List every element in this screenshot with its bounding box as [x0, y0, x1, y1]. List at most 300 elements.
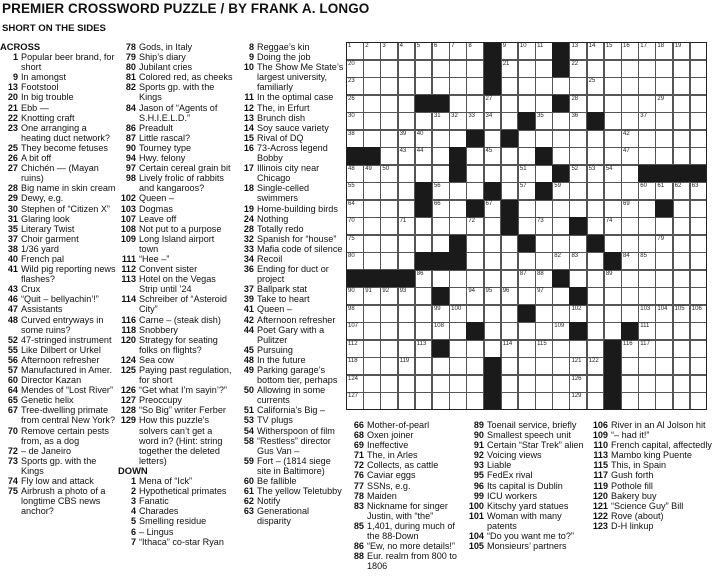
- grid-cell[interactable]: [621, 130, 639, 148]
- grid-cell[interactable]: [518, 357, 536, 375]
- grid-cell[interactable]: [518, 147, 536, 165]
- grid-cell[interactable]: [621, 252, 639, 270]
- grid-cell[interactable]: [655, 252, 673, 270]
- grid-cell[interactable]: [380, 322, 398, 340]
- grid-cell[interactable]: [432, 130, 450, 148]
- grid-cell[interactable]: [449, 182, 467, 200]
- grid-cell[interactable]: [449, 60, 467, 78]
- grid-cell[interactable]: [604, 287, 622, 305]
- grid-cell[interactable]: [449, 217, 467, 235]
- grid-cell[interactable]: [346, 357, 364, 375]
- grid-cell[interactable]: [535, 217, 553, 235]
- grid-cell[interactable]: [604, 147, 622, 165]
- grid-cell[interactable]: [587, 200, 605, 218]
- grid-cell[interactable]: [638, 235, 656, 253]
- grid-cell[interactable]: [398, 252, 416, 270]
- grid-cell[interactable]: [518, 252, 536, 270]
- grid-cell[interactable]: [501, 252, 519, 270]
- grid-cell[interactable]: [346, 200, 364, 218]
- grid-cell[interactable]: [346, 235, 364, 253]
- grid-cell[interactable]: [690, 42, 708, 60]
- grid-cell[interactable]: [415, 165, 433, 183]
- grid-cell[interactable]: [552, 235, 570, 253]
- grid-cell[interactable]: [655, 357, 673, 375]
- grid-cell[interactable]: [655, 77, 673, 95]
- grid-cell[interactable]: [363, 287, 381, 305]
- grid-cell[interactable]: [673, 322, 691, 340]
- grid-cell[interactable]: [363, 322, 381, 340]
- grid-cell[interactable]: [518, 287, 536, 305]
- grid-cell[interactable]: [432, 375, 450, 393]
- grid-cell[interactable]: [587, 95, 605, 113]
- grid-cell[interactable]: [604, 42, 622, 60]
- grid-cell[interactable]: [587, 375, 605, 393]
- grid-cell[interactable]: [552, 217, 570, 235]
- grid-cell[interactable]: [587, 357, 605, 375]
- grid-cell[interactable]: [655, 60, 673, 78]
- grid-cell[interactable]: [398, 392, 416, 410]
- grid-cell[interactable]: [638, 357, 656, 375]
- grid-cell[interactable]: [346, 305, 364, 323]
- grid-cell[interactable]: [518, 375, 536, 393]
- grid-cell[interactable]: [621, 60, 639, 78]
- grid-cell[interactable]: [346, 77, 364, 95]
- grid-cell[interactable]: [604, 322, 622, 340]
- grid-cell[interactable]: [621, 270, 639, 288]
- grid-cell[interactable]: [415, 322, 433, 340]
- grid-cell[interactable]: [380, 77, 398, 95]
- grid-cell[interactable]: [655, 287, 673, 305]
- grid-cell[interactable]: [690, 287, 708, 305]
- grid-cell[interactable]: [380, 200, 398, 218]
- grid-cell[interactable]: [569, 60, 587, 78]
- grid-cell[interactable]: [466, 60, 484, 78]
- grid-cell[interactable]: [587, 182, 605, 200]
- grid-cell[interactable]: [380, 340, 398, 358]
- grid-cell[interactable]: [621, 217, 639, 235]
- grid-cell[interactable]: [449, 95, 467, 113]
- grid-cell[interactable]: [432, 270, 450, 288]
- grid-cell[interactable]: [380, 305, 398, 323]
- grid-cell[interactable]: [466, 340, 484, 358]
- grid-cell[interactable]: [518, 182, 536, 200]
- grid-cell[interactable]: [415, 77, 433, 95]
- grid-cell[interactable]: [638, 287, 656, 305]
- grid-cell[interactable]: [587, 287, 605, 305]
- grid-cell[interactable]: [535, 287, 553, 305]
- grid-cell[interactable]: [484, 340, 502, 358]
- grid-cell[interactable]: [569, 42, 587, 60]
- grid-cell[interactable]: [432, 235, 450, 253]
- grid-cell[interactable]: [535, 130, 553, 148]
- grid-cell[interactable]: [449, 130, 467, 148]
- grid-cell[interactable]: [415, 340, 433, 358]
- grid-cell[interactable]: [518, 95, 536, 113]
- grid-cell[interactable]: [398, 375, 416, 393]
- grid-cell[interactable]: [552, 322, 570, 340]
- grid-cell[interactable]: [380, 60, 398, 78]
- grid-cell[interactable]: [604, 77, 622, 95]
- grid-cell[interactable]: [604, 200, 622, 218]
- grid-cell[interactable]: [501, 392, 519, 410]
- grid-cell[interactable]: [621, 147, 639, 165]
- grid-cell[interactable]: [552, 375, 570, 393]
- grid-cell[interactable]: [484, 112, 502, 130]
- grid-cell[interactable]: [398, 95, 416, 113]
- grid-cell[interactable]: [655, 182, 673, 200]
- grid-cell[interactable]: [535, 375, 553, 393]
- grid-cell[interactable]: [518, 130, 536, 148]
- grid-cell[interactable]: [346, 42, 364, 60]
- grid-cell[interactable]: [363, 392, 381, 410]
- grid-cell[interactable]: [518, 270, 536, 288]
- grid-cell[interactable]: [363, 340, 381, 358]
- grid-cell[interactable]: [484, 165, 502, 183]
- grid-cell[interactable]: [535, 95, 553, 113]
- grid-cell[interactable]: [415, 42, 433, 60]
- grid-cell[interactable]: [501, 182, 519, 200]
- grid-cell[interactable]: [484, 287, 502, 305]
- grid-cell[interactable]: [346, 287, 364, 305]
- grid-cell[interactable]: [690, 130, 708, 148]
- grid-cell[interactable]: [398, 182, 416, 200]
- grid-cell[interactable]: [535, 165, 553, 183]
- grid-cell[interactable]: [604, 165, 622, 183]
- grid-cell[interactable]: [604, 305, 622, 323]
- grid-cell[interactable]: [552, 182, 570, 200]
- grid-cell[interactable]: [655, 305, 673, 323]
- grid-cell[interactable]: [380, 235, 398, 253]
- grid-cell[interactable]: [415, 235, 433, 253]
- grid-cell[interactable]: [346, 182, 364, 200]
- grid-cell[interactable]: [621, 112, 639, 130]
- grid-cell[interactable]: [484, 95, 502, 113]
- grid-cell[interactable]: [638, 182, 656, 200]
- grid-cell[interactable]: [363, 375, 381, 393]
- grid-cell[interactable]: [346, 322, 364, 340]
- grid-cell[interactable]: [587, 77, 605, 95]
- grid-cell[interactable]: [449, 287, 467, 305]
- grid-cell[interactable]: [655, 147, 673, 165]
- grid-cell[interactable]: [552, 357, 570, 375]
- grid-cell[interactable]: [398, 147, 416, 165]
- grid-cell[interactable]: [638, 270, 656, 288]
- grid-cell[interactable]: [587, 322, 605, 340]
- grid-cell[interactable]: [501, 77, 519, 95]
- grid-cell[interactable]: [690, 340, 708, 358]
- grid-cell[interactable]: [552, 340, 570, 358]
- grid-cell[interactable]: [535, 200, 553, 218]
- grid-cell[interactable]: [621, 375, 639, 393]
- grid-cell[interactable]: [655, 42, 673, 60]
- grid-cell[interactable]: [363, 95, 381, 113]
- grid-cell[interactable]: [363, 235, 381, 253]
- grid-cell[interactable]: [638, 112, 656, 130]
- grid-cell[interactable]: [655, 392, 673, 410]
- grid-cell[interactable]: [432, 182, 450, 200]
- grid-cell[interactable]: [363, 130, 381, 148]
- grid-cell[interactable]: [535, 42, 553, 60]
- grid-cell[interactable]: [535, 112, 553, 130]
- grid-cell[interactable]: [415, 305, 433, 323]
- grid-cell[interactable]: [621, 165, 639, 183]
- grid-cell[interactable]: [466, 357, 484, 375]
- grid-cell[interactable]: [398, 112, 416, 130]
- grid-cell[interactable]: [552, 112, 570, 130]
- grid-cell[interactable]: [380, 252, 398, 270]
- grid-cell[interactable]: [621, 392, 639, 410]
- grid-cell[interactable]: [398, 130, 416, 148]
- grid-cell[interactable]: [569, 112, 587, 130]
- grid-cell[interactable]: [466, 235, 484, 253]
- grid-cell[interactable]: [569, 340, 587, 358]
- grid-cell[interactable]: [673, 357, 691, 375]
- grid-cell[interactable]: [346, 340, 364, 358]
- grid-cell[interactable]: [449, 270, 467, 288]
- grid-cell[interactable]: [621, 182, 639, 200]
- grid-cell[interactable]: [380, 147, 398, 165]
- grid-cell[interactable]: [569, 165, 587, 183]
- grid-cell[interactable]: [432, 165, 450, 183]
- grid-cell[interactable]: [449, 77, 467, 95]
- grid-cell[interactable]: [690, 77, 708, 95]
- grid-cell[interactable]: [501, 322, 519, 340]
- grid-cell[interactable]: [673, 60, 691, 78]
- grid-cell[interactable]: [466, 305, 484, 323]
- grid-cell[interactable]: [363, 182, 381, 200]
- grid-cell[interactable]: [501, 165, 519, 183]
- grid-cell[interactable]: [535, 322, 553, 340]
- grid-cell[interactable]: [346, 165, 364, 183]
- grid-cell[interactable]: [398, 340, 416, 358]
- grid-cell[interactable]: [690, 305, 708, 323]
- grid-cell[interactable]: [466, 182, 484, 200]
- grid-cell[interactable]: [569, 357, 587, 375]
- grid-cell[interactable]: [501, 95, 519, 113]
- grid-cell[interactable]: [569, 252, 587, 270]
- grid-cell[interactable]: [690, 200, 708, 218]
- grid-cell[interactable]: [638, 340, 656, 358]
- grid-cell[interactable]: [501, 42, 519, 60]
- grid-cell[interactable]: [380, 217, 398, 235]
- grid-cell[interactable]: [690, 252, 708, 270]
- grid-cell[interactable]: [363, 112, 381, 130]
- grid-cell[interactable]: [690, 235, 708, 253]
- grid-cell[interactable]: [415, 357, 433, 375]
- grid-cell[interactable]: [518, 200, 536, 218]
- grid-cell[interactable]: [621, 42, 639, 60]
- grid-cell[interactable]: [673, 235, 691, 253]
- grid-cell[interactable]: [466, 287, 484, 305]
- grid-cell[interactable]: [398, 165, 416, 183]
- grid-cell[interactable]: [673, 200, 691, 218]
- grid-cell[interactable]: [587, 340, 605, 358]
- grid-cell[interactable]: [673, 77, 691, 95]
- grid-cell[interactable]: [604, 95, 622, 113]
- grid-cell[interactable]: [673, 217, 691, 235]
- grid-cell[interactable]: [415, 375, 433, 393]
- grid-cell[interactable]: [346, 252, 364, 270]
- grid-cell[interactable]: [518, 42, 536, 60]
- grid-cell[interactable]: [690, 182, 708, 200]
- grid-cell[interactable]: [449, 305, 467, 323]
- grid-cell[interactable]: [449, 322, 467, 340]
- grid-cell[interactable]: [398, 322, 416, 340]
- grid-cell[interactable]: [449, 357, 467, 375]
- grid-cell[interactable]: [415, 60, 433, 78]
- grid-cell[interactable]: [673, 305, 691, 323]
- grid-cell[interactable]: [535, 270, 553, 288]
- grid-cell[interactable]: [587, 130, 605, 148]
- grid-cell[interactable]: [501, 357, 519, 375]
- grid-cell[interactable]: [363, 200, 381, 218]
- grid-cell[interactable]: [673, 392, 691, 410]
- grid-cell[interactable]: [466, 42, 484, 60]
- grid-cell[interactable]: [673, 95, 691, 113]
- grid-cell[interactable]: [690, 217, 708, 235]
- grid-cell[interactable]: [569, 182, 587, 200]
- grid-cell[interactable]: [638, 392, 656, 410]
- grid-cell[interactable]: [655, 340, 673, 358]
- grid-cell[interactable]: [569, 270, 587, 288]
- grid-cell[interactable]: [380, 287, 398, 305]
- grid-cell[interactable]: [432, 112, 450, 130]
- grid-cell[interactable]: [673, 270, 691, 288]
- grid-cell[interactable]: [432, 60, 450, 78]
- grid-cell[interactable]: [604, 270, 622, 288]
- grid-cell[interactable]: [535, 340, 553, 358]
- grid-cell[interactable]: [638, 217, 656, 235]
- grid-cell[interactable]: [432, 42, 450, 60]
- grid-cell[interactable]: [673, 182, 691, 200]
- grid-cell[interactable]: [587, 252, 605, 270]
- grid-cell[interactable]: [346, 112, 364, 130]
- grid-cell[interactable]: [484, 270, 502, 288]
- grid-cell[interactable]: [466, 112, 484, 130]
- grid-cell[interactable]: [690, 392, 708, 410]
- grid-cell[interactable]: [398, 235, 416, 253]
- grid-cell[interactable]: [501, 235, 519, 253]
- grid-cell[interactable]: [673, 340, 691, 358]
- grid-cell[interactable]: [363, 357, 381, 375]
- grid-cell[interactable]: [587, 270, 605, 288]
- grid-cell[interactable]: [380, 112, 398, 130]
- grid-cell[interactable]: [484, 200, 502, 218]
- grid-cell[interactable]: [346, 392, 364, 410]
- grid-cell[interactable]: [638, 60, 656, 78]
- grid-cell[interactable]: [535, 235, 553, 253]
- grid-cell[interactable]: [569, 235, 587, 253]
- grid-cell[interactable]: [380, 130, 398, 148]
- grid-cell[interactable]: [621, 357, 639, 375]
- grid-cell[interactable]: [501, 305, 519, 323]
- grid-cell[interactable]: [535, 357, 553, 375]
- grid-cell[interactable]: [380, 357, 398, 375]
- grid-cell[interactable]: [501, 287, 519, 305]
- grid-cell[interactable]: [690, 357, 708, 375]
- grid-cell[interactable]: [398, 217, 416, 235]
- grid-cell[interactable]: [535, 77, 553, 95]
- grid-cell[interactable]: [518, 322, 536, 340]
- grid-cell[interactable]: [638, 95, 656, 113]
- grid-cell[interactable]: [466, 375, 484, 393]
- grid-cell[interactable]: [690, 322, 708, 340]
- grid-cell[interactable]: [655, 322, 673, 340]
- grid-cell[interactable]: [449, 200, 467, 218]
- grid-cell[interactable]: [518, 340, 536, 358]
- grid-cell[interactable]: [638, 130, 656, 148]
- grid-cell[interactable]: [655, 217, 673, 235]
- grid-cell[interactable]: [587, 147, 605, 165]
- grid-cell[interactable]: [638, 375, 656, 393]
- grid-cell[interactable]: [587, 305, 605, 323]
- grid-cell[interactable]: [466, 217, 484, 235]
- grid-cell[interactable]: [501, 340, 519, 358]
- grid-cell[interactable]: [552, 305, 570, 323]
- grid-cell[interactable]: [380, 165, 398, 183]
- grid-cell[interactable]: [518, 60, 536, 78]
- grid-cell[interactable]: [466, 147, 484, 165]
- grid-cell[interactable]: [569, 392, 587, 410]
- grid-cell[interactable]: [415, 217, 433, 235]
- grid-cell[interactable]: [432, 147, 450, 165]
- grid-cell[interactable]: [518, 392, 536, 410]
- grid-cell[interactable]: [380, 182, 398, 200]
- grid-cell[interactable]: [604, 112, 622, 130]
- grid-cell[interactable]: [535, 60, 553, 78]
- grid-cell[interactable]: [587, 217, 605, 235]
- grid-cell[interactable]: [363, 217, 381, 235]
- grid-cell[interactable]: [484, 305, 502, 323]
- grid-cell[interactable]: [501, 270, 519, 288]
- grid-cell[interactable]: [535, 392, 553, 410]
- grid-cell[interactable]: [569, 77, 587, 95]
- grid-cell[interactable]: [638, 305, 656, 323]
- grid-cell[interactable]: [484, 235, 502, 253]
- grid-cell[interactable]: [432, 322, 450, 340]
- grid-cell[interactable]: [432, 77, 450, 95]
- grid-cell[interactable]: [484, 130, 502, 148]
- grid-cell[interactable]: [569, 130, 587, 148]
- grid-cell[interactable]: [398, 77, 416, 95]
- grid-cell[interactable]: [655, 270, 673, 288]
- grid-cell[interactable]: [501, 112, 519, 130]
- grid-cell[interactable]: [380, 392, 398, 410]
- grid-cell[interactable]: [604, 60, 622, 78]
- grid-cell[interactable]: [604, 182, 622, 200]
- grid-cell[interactable]: [673, 42, 691, 60]
- grid-cell[interactable]: [587, 165, 605, 183]
- grid-cell[interactable]: [552, 287, 570, 305]
- grid-cell[interactable]: [398, 305, 416, 323]
- grid-cell[interactable]: [363, 42, 381, 60]
- grid-cell[interactable]: [518, 217, 536, 235]
- grid-cell[interactable]: [604, 235, 622, 253]
- grid-cell[interactable]: [604, 217, 622, 235]
- grid-cell[interactable]: [363, 165, 381, 183]
- grid-cell[interactable]: [690, 270, 708, 288]
- grid-cell[interactable]: [690, 147, 708, 165]
- grid-cell[interactable]: [415, 130, 433, 148]
- grid-cell[interactable]: [466, 95, 484, 113]
- grid-cell[interactable]: [690, 95, 708, 113]
- grid-cell[interactable]: [673, 147, 691, 165]
- grid-cell[interactable]: [673, 112, 691, 130]
- grid-cell[interactable]: [415, 287, 433, 305]
- grid-cell[interactable]: [449, 375, 467, 393]
- grid-cell[interactable]: [466, 165, 484, 183]
- grid-cell[interactable]: [398, 287, 416, 305]
